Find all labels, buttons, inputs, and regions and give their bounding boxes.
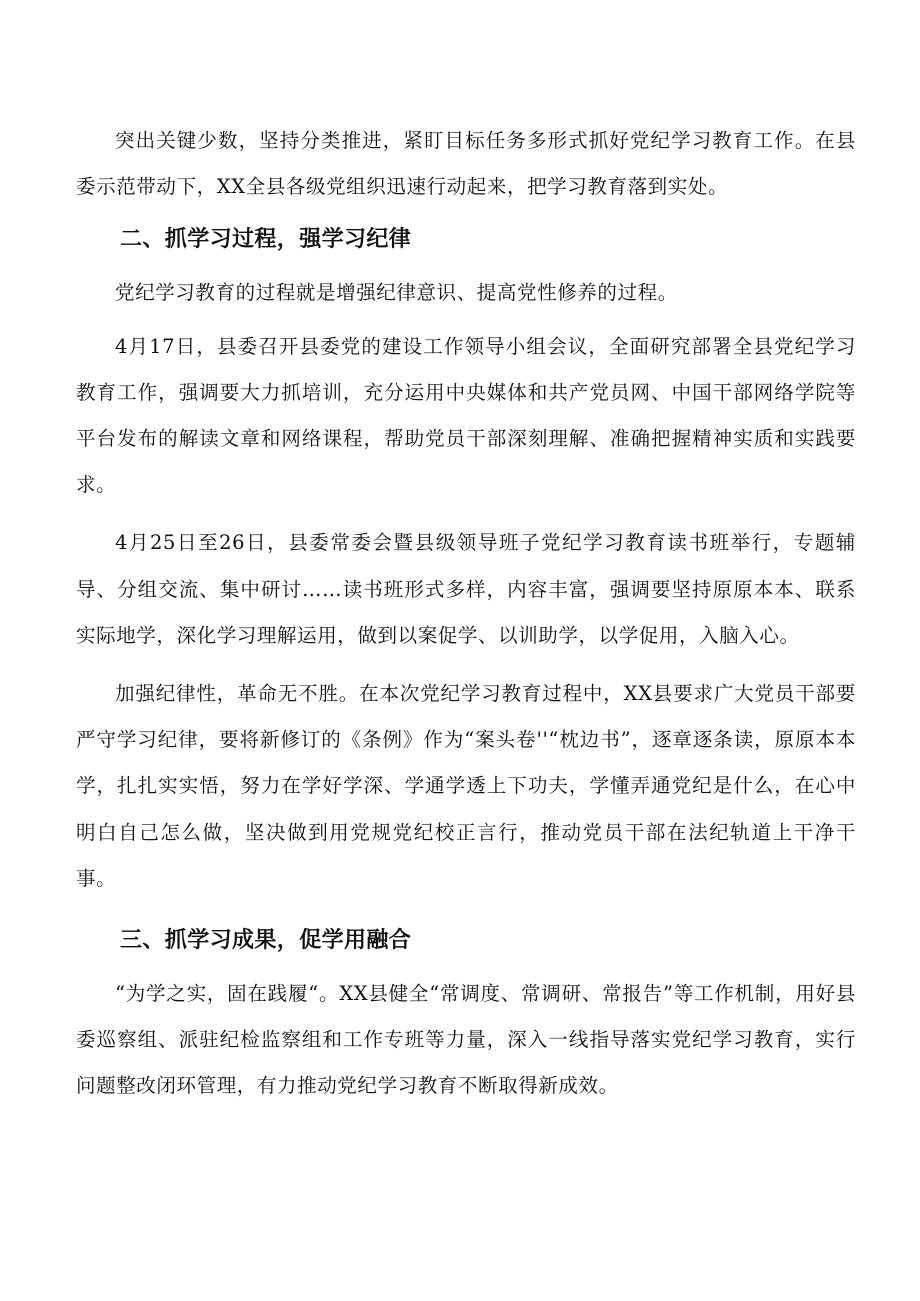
document-page	[76, 118, 856, 1110]
paragraph-april-25: 4月25日至26日，县委常委会暨县级领导班子党纪学习教育读书班举行，专题辅导、分组交流、集中研讨……读书班形式多样，内容丰富，强调要坚持原原本本、联系实际地学，深化学习理解运用，做到以案促学、以训助学，以学促用，入脑入心。	[76, 531, 856, 647]
paragraph-april-17: 4月17日，县委召开县委党的建设工作领导小组会议，全面研究部署全县党纪学习教育工作，强调要大力抓培训，充分运用中央媒体和共产党员网、中国干部网络学院等平台发布的解读文章和网络课程，帮助党员干部深刻理解、准确把握精神实质和实践要求。	[76, 334, 856, 497]
paragraph-intro: 突出关键少数，坚持分类推进，紧盯目标任务多形式抓好党纪学习教育工作。在县委示范带动下，XX全县各级党组织迅速行动起来，把学习教育落到实处。	[76, 129, 856, 199]
section-heading-3: 三、抓学习成果，促学用融合	[120, 928, 412, 954]
paragraph-results: “为学之实，固在践履“。XX县健全“常调度、常调研、常报告”等工作机制，用好县委巡察组、派驻纪检监察组和工作专班等力量，深入一线指导落实党纪学习教育，实行问题整改闭环管理，有力推动党纪学习教育不断取得新成效。	[76, 982, 856, 1098]
paragraph-process: 党纪学习教育的过程就是增强纪律意识、提高党性修养的过程。	[115, 281, 678, 305]
paragraph-discipline: 加强纪律性，革命无不胜。在本次党纪学习教育过程中，XX县要求广大党员干部要严守学习纪律，要将新修订的《条例》作为“案头卷''“枕边书”，逐章逐条读，原原本本学，扎扎实实悟，努力在学好学深、学通学透上下功夫，学懂弄通党纪是什么，在心中明白自己怎么做，坚决做到用党规党纪校正言行，推动党员干部在法纪轨道上干净干事。	[76, 682, 856, 890]
section-heading-2: 二、抓学习过程，强学习纪律	[120, 227, 412, 253]
